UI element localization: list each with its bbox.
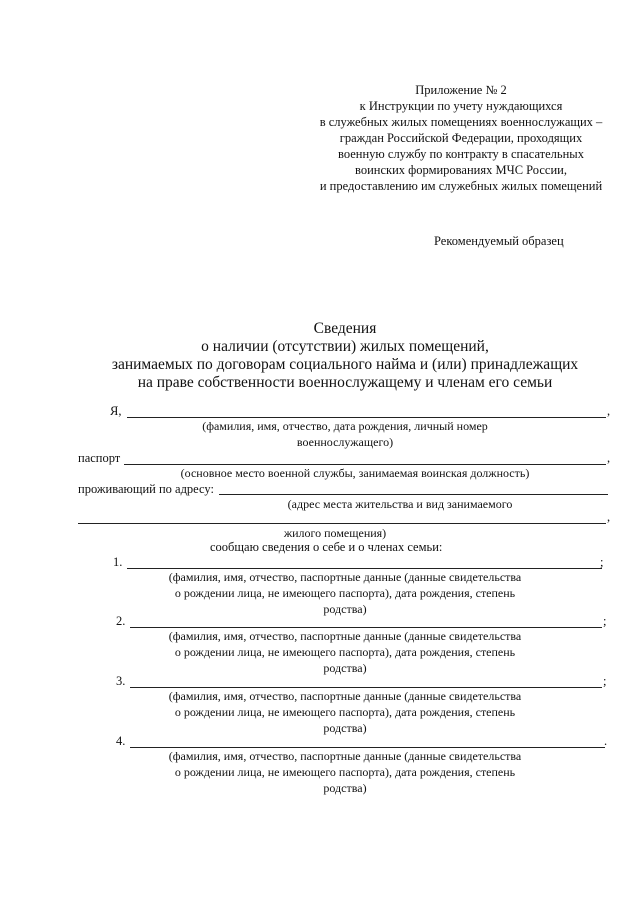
appendix-line: и предоставлению им служебных жилых помещений: [319, 179, 603, 193]
title-line: Сведения: [313, 320, 377, 337]
member-field-hint: (фамилия, имя, отчество, паспортные данные (данные свидетельства о рождении лица, не имеющего паспорта), дата рождения, степень родства): [168, 570, 522, 616]
member-number: 4.: [116, 734, 126, 748]
recommended-sample-label: Рекомендуемый образец: [434, 234, 564, 248]
member-number: 1.: [113, 555, 123, 569]
passport-label: паспорт: [78, 451, 121, 465]
appendix-line: граждан Российской Федерации, проходящих: [339, 131, 583, 145]
member-end-punct: ;: [603, 614, 607, 628]
passport-punct: ,: [607, 451, 611, 465]
appendix-line: к Инструкции по учету нуждающихся: [359, 99, 563, 113]
member-field-hint: (фамилия, имя, отчество, паспортные данные (данные свидетельства о рождении лица, не имеющего паспорта), дата рождения, степень родства): [168, 629, 522, 675]
address-hint-line2: жилого помещения): [283, 526, 387, 540]
address-label: проживающий по адресу:: [78, 482, 214, 496]
member-end-punct: .: [604, 734, 608, 748]
address-punct: ,: [607, 510, 611, 524]
i-label: Я,: [110, 404, 122, 418]
title-line: занимаемых по договорам социального найма и (или) принадлежащих: [111, 356, 579, 373]
member-end-punct: ;: [600, 555, 604, 569]
address-field-line[interactable]: [219, 494, 608, 495]
member-field-hint: (фамилия, имя, отчество, паспортные данные (данные свидетельства о рождении лица, не имеющего паспорта), дата рождения, степень родства): [168, 749, 522, 795]
passport-field-hint: (основное место военной службы, занимаемая воинская должность): [180, 466, 530, 480]
member-field-hint: (фамилия, имя, отчество, паспортные данные (данные свидетельства о рождении лица, не имеющего паспорта), дата рождения, степень родства): [168, 689, 522, 735]
i-punct: ,: [607, 404, 611, 418]
appendix-block: [300, 82, 622, 194]
appendix-line: в служебных жилых помещениях военнослужащих –: [319, 115, 603, 129]
title-line: на праве собственности военнослужащему и членам его семьи: [137, 374, 553, 391]
title-line: о наличии (отсутствии) жилых помещений,: [201, 338, 489, 355]
document-title: [80, 320, 610, 392]
member-end-punct: ;: [603, 674, 607, 688]
members-intro: сообщаю сведения о себе и о членах семьи:: [210, 540, 443, 554]
member-number: 2.: [116, 614, 126, 628]
member-number: 3.: [116, 674, 126, 688]
appendix-line: воинских формированиях МЧС России,: [355, 163, 567, 177]
name-field-hint: (фамилия, имя, отчество, дата рождения, личный номер военнослужащего): [202, 419, 488, 449]
appendix-line: Приложение № 2: [415, 83, 507, 97]
appendix-line: военную службу по контракту в спасательных: [338, 147, 584, 161]
address-hint-line1: (адрес места жительства и вид занимаемого: [287, 497, 513, 511]
address-field-line-2[interactable]: [78, 523, 606, 524]
